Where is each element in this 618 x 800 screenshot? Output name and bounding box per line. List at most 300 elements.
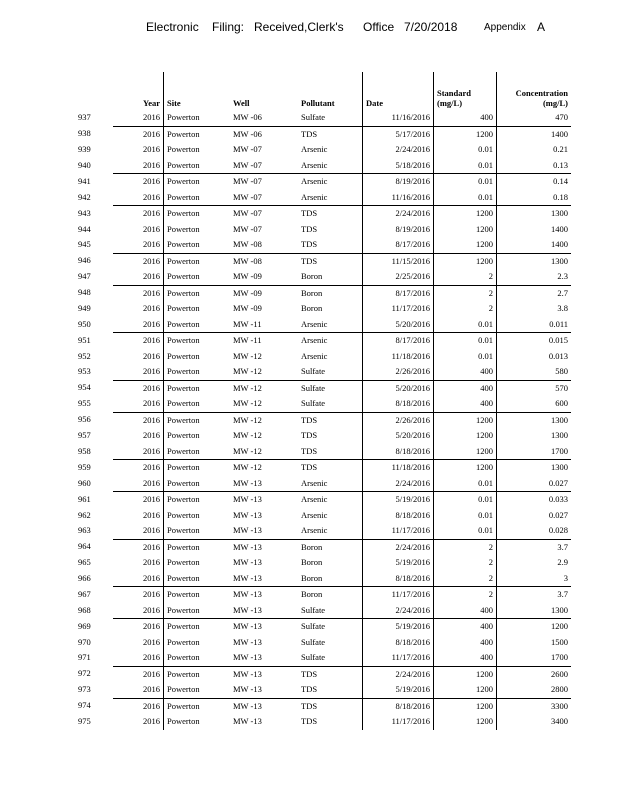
table-row — [75, 603, 571, 619]
cell-site: Powerton — [164, 698, 231, 714]
cell-pollutant: Sulfate — [298, 635, 363, 651]
cell-site: Powerton — [167, 303, 200, 313]
cell-pollutant: TDS — [298, 126, 363, 142]
cell-well: MW -13 — [233, 572, 262, 583]
cell-standard: 400 — [434, 380, 497, 396]
cell-row-number: 945 — [78, 239, 91, 250]
cell-site: Powerton — [164, 587, 231, 603]
table-row — [75, 380, 571, 396]
cell-pollutant: Sulfate — [298, 396, 363, 412]
cell-standard: 400 — [434, 110, 497, 126]
cell-standard: 1200 — [434, 428, 497, 444]
cell-site: Powerton — [167, 159, 200, 170]
cell-concentration: 580 — [555, 366, 568, 376]
cell-well: MW -07 — [233, 144, 262, 154]
cell-date: 5/18/2016 — [363, 158, 434, 174]
cell-year: 2016 — [113, 460, 164, 476]
cell-pollutant: TDS — [298, 714, 363, 730]
cell-pollutant: Arsenic — [298, 158, 363, 174]
cell-site: Powerton — [164, 380, 231, 396]
cell-date: 8/17/2016 — [363, 333, 434, 349]
col-header-concentration: Concentration (mg/L) — [515, 88, 568, 108]
table-row — [75, 158, 571, 174]
cell-standard: 400 — [434, 364, 497, 380]
col-header-site: Site — [167, 98, 181, 108]
cell-row-number: 964 — [78, 541, 91, 552]
cell-site: Powerton — [164, 539, 231, 555]
cell-standard: 0.01 — [434, 317, 497, 333]
cell-site: Powerton — [164, 412, 231, 428]
cell-site: Powerton — [164, 460, 231, 476]
table-row — [75, 635, 571, 651]
table-row — [75, 222, 571, 238]
cell-concentration: 1700 — [551, 652, 568, 662]
cell-well: MW -07 — [233, 223, 262, 234]
cell-well: MW -13 — [230, 492, 298, 508]
cell-date: 11/17/2016 — [363, 650, 434, 666]
col-header-well: Well — [233, 98, 250, 108]
cell-site: Powerton — [167, 636, 200, 647]
cell-row-number: 974 — [78, 700, 91, 711]
cell-date: 2/24/2016 — [363, 603, 434, 619]
cell-year: 2016 — [113, 508, 164, 524]
cell-row-number: 948 — [78, 287, 91, 298]
cell-row-number: 942 — [78, 191, 91, 202]
cell-well: MW -09 — [233, 271, 262, 281]
cell-date: 11/17/2016 — [363, 714, 434, 730]
header-received: Received,Clerk's — [254, 20, 344, 34]
cell-date: 8/18/2016 — [363, 635, 434, 651]
cell-pollutant: Arsenic — [298, 333, 363, 349]
cell-concentration: 0.015 — [497, 333, 572, 349]
data-table — [75, 72, 571, 730]
cell-concentration: 1700 — [551, 445, 568, 456]
cell-year: 2016 — [113, 317, 164, 333]
cell-row-number: 960 — [78, 477, 91, 488]
cell-date: 8/18/2016 — [363, 571, 434, 587]
cell-year: 2016 — [113, 555, 164, 571]
cell-site: Powerton — [167, 684, 200, 694]
cell-concentration: 1300 — [497, 460, 572, 476]
cell-year: 2016 — [113, 237, 164, 253]
cell-well: MW -13 — [230, 666, 298, 682]
cell-row-number: 956 — [78, 414, 91, 425]
cell-year: 2016 — [113, 666, 164, 682]
cell-year: 2016 — [113, 587, 164, 603]
cell-year: 2016 — [113, 285, 164, 301]
cell-year: 2016 — [113, 110, 164, 126]
cell-year: 2016 — [113, 301, 164, 317]
cell-year: 2016 — [113, 714, 164, 730]
cell-year: 2016 — [113, 253, 164, 269]
table-row — [75, 253, 571, 269]
cell-row-number: 952 — [78, 350, 91, 361]
cell-concentration: 1400 — [497, 126, 572, 142]
cell-row-number: 958 — [78, 445, 91, 456]
cell-well: MW -13 — [233, 509, 262, 520]
cell-well: MW -12 — [233, 350, 262, 361]
cell-well: MW -13 — [230, 619, 298, 635]
cell-pollutant: TDS — [298, 253, 363, 269]
cell-site: Powerton — [167, 525, 200, 535]
cell-standard: 1200 — [434, 666, 497, 682]
cell-standard: 0.01 — [434, 158, 497, 174]
cell-year: 2016 — [113, 349, 164, 365]
col-header-year: Year — [113, 72, 164, 110]
cell-date: 11/16/2016 — [363, 110, 434, 126]
table-row — [75, 174, 571, 190]
cell-pollutant: Boron — [298, 269, 363, 285]
table-row — [75, 619, 571, 635]
col-header-date: Date — [363, 72, 434, 110]
cell-pollutant: Sulfate — [298, 603, 363, 619]
cell-year: 2016 — [113, 380, 164, 396]
cell-pollutant: TDS — [298, 412, 363, 428]
cell-well: MW -07 — [230, 206, 298, 222]
cell-well: MW -13 — [230, 539, 298, 555]
cell-concentration: 1500 — [551, 636, 568, 647]
cell-concentration: 3.7 — [497, 587, 572, 603]
cell-date: 2/25/2016 — [363, 269, 434, 285]
cell-row-number: 955 — [78, 398, 91, 409]
col-header-no — [75, 72, 113, 110]
cell-row-number: 954 — [78, 382, 91, 393]
cell-well: MW -09 — [230, 285, 298, 301]
cell-standard: 0.01 — [434, 349, 497, 365]
filing-header — [0, 20, 618, 38]
col-header-standard: Standard (mg/L) — [434, 72, 497, 110]
cell-pollutant: TDS — [298, 682, 363, 698]
table-row — [75, 523, 571, 539]
cell-standard: 2 — [434, 285, 497, 301]
cell-pollutant: TDS — [298, 460, 363, 476]
cell-well: MW -12 — [230, 380, 298, 396]
cell-date: 5/19/2016 — [363, 619, 434, 635]
cell-year: 2016 — [113, 126, 164, 142]
cell-standard: 1200 — [434, 126, 497, 142]
cell-concentration: 0.21 — [553, 144, 568, 154]
header-date: 7/20/2018 — [404, 20, 458, 34]
table-row — [75, 396, 571, 412]
cell-site: Powerton — [167, 350, 200, 361]
cell-date: 5/20/2016 — [363, 380, 434, 396]
cell-concentration: 3.8 — [557, 303, 568, 313]
cell-pollutant: Boron — [298, 571, 363, 587]
cell-well: MW -13 — [233, 557, 262, 567]
cell-standard: 400 — [434, 603, 497, 619]
table-row — [75, 301, 571, 317]
cell-date: 8/18/2016 — [363, 396, 434, 412]
cell-well: MW -08 — [230, 253, 298, 269]
cell-pollutant: Sulfate — [298, 619, 363, 635]
header-electronic: Electronic — [146, 20, 199, 34]
cell-date: 8/18/2016 — [363, 444, 434, 460]
cell-row-number: 944 — [78, 223, 91, 234]
cell-concentration: 1400 — [551, 223, 568, 234]
cell-pollutant: Arsenic — [298, 174, 363, 190]
table-row — [75, 349, 571, 365]
cell-site: Powerton — [167, 557, 200, 567]
cell-row-number: 957 — [78, 430, 91, 440]
cell-date: 2/26/2016 — [363, 364, 434, 380]
cell-year: 2016 — [113, 222, 164, 238]
cell-date: 5/20/2016 — [363, 317, 434, 333]
cell-date: 8/18/2016 — [363, 508, 434, 524]
table-row — [75, 508, 571, 524]
cell-row-number: 943 — [78, 207, 91, 218]
cell-standard: 0.01 — [434, 523, 497, 539]
cell-standard: 1200 — [434, 222, 497, 238]
table-row — [75, 412, 571, 428]
table-row — [75, 428, 571, 444]
cell-concentration: 1300 — [497, 412, 572, 428]
cell-row-number: 949 — [78, 303, 91, 313]
cell-row-number: 946 — [78, 255, 91, 266]
cell-concentration: 1300 — [497, 253, 572, 269]
cell-row-number: 953 — [78, 366, 91, 377]
cell-year: 2016 — [113, 206, 164, 222]
cell-well: MW -12 — [230, 412, 298, 428]
cell-row-number: 939 — [78, 144, 91, 154]
cell-year: 2016 — [113, 364, 164, 380]
cell-pollutant: Arsenic — [298, 523, 363, 539]
cell-site: Powerton — [164, 285, 231, 301]
cell-row-number: 968 — [78, 604, 91, 615]
cell-pollutant: TDS — [298, 666, 363, 682]
cell-row-number: 941 — [78, 175, 91, 186]
cell-standard: 0.01 — [434, 142, 497, 158]
cell-year: 2016 — [113, 603, 164, 619]
cell-site: Powerton — [167, 509, 200, 520]
cell-date: 8/19/2016 — [363, 174, 434, 190]
cell-standard: 400 — [434, 635, 497, 651]
cell-standard: 2 — [434, 539, 497, 555]
cell-site: Powerton — [167, 223, 200, 234]
cell-well: MW -12 — [233, 366, 262, 376]
cell-site: Powerton — [167, 239, 200, 249]
cell-row-number: 973 — [78, 684, 91, 695]
cell-date: 5/20/2016 — [363, 428, 434, 444]
cell-date: 2/24/2016 — [363, 142, 434, 158]
cell-concentration: 1300 — [551, 430, 568, 440]
table-row — [75, 460, 571, 476]
cell-standard: 1200 — [434, 682, 497, 698]
cell-standard: 1200 — [434, 714, 497, 730]
header-filing: Filing: — [212, 20, 245, 34]
cell-date: 2/24/2016 — [363, 539, 434, 555]
cell-site: Powerton — [164, 206, 231, 222]
cell-well: MW -13 — [233, 525, 262, 535]
cell-well: MW -13 — [233, 716, 262, 726]
cell-row-number: 972 — [78, 668, 91, 679]
table-row — [75, 492, 571, 508]
cell-site: Powerton — [164, 253, 231, 269]
cell-standard: 1200 — [434, 444, 497, 460]
cell-year: 2016 — [113, 698, 164, 714]
cell-date: 8/17/2016 — [363, 285, 434, 301]
cell-pollutant: Arsenic — [298, 190, 363, 206]
cell-pollutant: Arsenic — [298, 349, 363, 365]
cell-pollutant: Boron — [298, 555, 363, 571]
cell-site: Powerton — [164, 333, 231, 349]
cell-standard: 0.01 — [434, 190, 497, 206]
cell-date: 2/24/2016 — [363, 206, 434, 222]
col-header-pollutant: Pollutant — [298, 72, 363, 110]
cell-concentration: 0.011 — [549, 318, 568, 329]
cell-year: 2016 — [113, 158, 164, 174]
cell-site: Powerton — [164, 126, 231, 142]
cell-row-number: 970 — [78, 636, 91, 647]
cell-standard: 2 — [434, 301, 497, 317]
cell-site: Powerton — [167, 572, 200, 583]
cell-well: MW -06 — [230, 126, 298, 142]
cell-concentration: 0.13 — [553, 159, 568, 170]
cell-site: Powerton — [167, 191, 200, 202]
cell-date: 11/16/2016 — [363, 190, 434, 206]
table-row — [75, 317, 571, 333]
table-body — [75, 110, 571, 730]
cell-pollutant: TDS — [298, 428, 363, 444]
cell-site: Powerton — [164, 174, 231, 190]
table-row — [75, 206, 571, 222]
cell-row-number: 962 — [78, 509, 91, 520]
cell-concentration: 3 — [563, 572, 568, 583]
table-row — [75, 539, 571, 555]
cell-well: MW -12 — [230, 460, 298, 476]
cell-pollutant: Sulfate — [298, 650, 363, 666]
cell-site: Powerton — [164, 619, 231, 635]
cell-concentration: 0.028 — [548, 525, 568, 535]
cell-row-number: 966 — [78, 572, 91, 583]
cell-concentration: 0.14 — [497, 174, 572, 190]
cell-concentration: 570 — [497, 380, 572, 396]
cell-site: Powerton — [164, 666, 231, 682]
cell-standard: 2 — [434, 587, 497, 603]
cell-standard: 2 — [434, 571, 497, 587]
cell-standard: 1200 — [434, 698, 497, 714]
cell-concentration: 1400 — [551, 239, 568, 249]
cell-site: Powerton — [167, 604, 200, 615]
cell-year: 2016 — [113, 635, 164, 651]
cell-pollutant: Arsenic — [298, 508, 363, 524]
cell-concentration: 0.027 — [548, 477, 568, 488]
cell-year: 2016 — [113, 174, 164, 190]
cell-well: MW -09 — [233, 303, 262, 313]
cell-date: 11/17/2016 — [363, 587, 434, 603]
cell-site: Powerton — [167, 112, 200, 122]
cell-date: 5/19/2016 — [363, 555, 434, 571]
cell-standard: 1200 — [434, 237, 497, 253]
cell-concentration: 2.3 — [557, 271, 568, 281]
cell-site: Powerton — [167, 398, 200, 408]
cell-standard: 1200 — [434, 460, 497, 476]
table-row — [75, 682, 571, 698]
table-row — [75, 476, 571, 492]
header-appendix-letter: A — [537, 20, 546, 34]
cell-year: 2016 — [113, 142, 164, 158]
cell-well: MW -13 — [233, 652, 262, 662]
cell-date: 11/17/2016 — [363, 523, 434, 539]
cell-site: Powerton — [164, 492, 231, 508]
cell-concentration: 600 — [555, 398, 568, 408]
cell-year: 2016 — [113, 650, 164, 666]
cell-pollutant: Boron — [298, 587, 363, 603]
cell-pollutant: Sulfate — [298, 380, 363, 396]
cell-pollutant: TDS — [298, 237, 363, 253]
cell-well: MW -11 — [233, 318, 262, 329]
cell-pollutant: Arsenic — [298, 476, 363, 492]
table-row — [75, 587, 571, 603]
cell-date: 8/19/2016 — [363, 222, 434, 238]
cell-well: MW -08 — [233, 239, 262, 249]
cell-pollutant: Arsenic — [298, 492, 363, 508]
cell-date: 11/17/2016 — [363, 301, 434, 317]
cell-year: 2016 — [113, 190, 164, 206]
cell-well: MW -06 — [233, 112, 262, 122]
cell-year: 2016 — [113, 492, 164, 508]
cell-concentration: 3300 — [497, 698, 572, 714]
cell-concentration: 2.7 — [497, 285, 572, 301]
cell-year: 2016 — [113, 333, 164, 349]
table-row — [75, 650, 571, 666]
cell-site: Powerton — [167, 144, 200, 154]
cell-site: Powerton — [167, 716, 200, 726]
cell-concentration: 1300 — [551, 604, 568, 615]
table-row — [75, 190, 571, 206]
cell-site: Powerton — [167, 366, 200, 376]
table-row — [75, 142, 571, 158]
table-row — [75, 666, 571, 682]
cell-standard: 1200 — [434, 412, 497, 428]
cell-row-number: 971 — [78, 652, 91, 663]
table-row — [75, 444, 571, 460]
header-office: Office — [363, 20, 395, 34]
cell-standard: 1200 — [434, 206, 497, 222]
cell-standard: 0.01 — [434, 492, 497, 508]
cell-standard: 400 — [434, 619, 497, 635]
cell-pollutant: Arsenic — [298, 142, 363, 158]
cell-site: Powerton — [167, 430, 200, 440]
cell-pollutant: Sulfate — [298, 110, 363, 126]
table-row — [75, 333, 571, 349]
cell-standard: 2 — [434, 269, 497, 285]
table-row — [75, 237, 571, 253]
cell-standard: 400 — [434, 650, 497, 666]
cell-well: MW -13 — [233, 636, 262, 647]
cell-pollutant: TDS — [298, 698, 363, 714]
table-row — [75, 555, 571, 571]
cell-date: 5/19/2016 — [363, 492, 434, 508]
cell-standard: 1200 — [434, 253, 497, 269]
cell-date: 5/17/2016 — [363, 126, 434, 142]
cell-pollutant: Boron — [298, 285, 363, 301]
cell-standard: 0.01 — [434, 174, 497, 190]
cell-site: Powerton — [167, 318, 200, 329]
cell-row-number: 963 — [78, 525, 91, 536]
cell-well: MW -12 — [233, 430, 262, 440]
cell-standard: 0.01 — [434, 333, 497, 349]
cell-row-number: 975 — [78, 716, 91, 726]
table-row — [75, 698, 571, 714]
cell-year: 2016 — [113, 444, 164, 460]
table-header-row — [75, 72, 571, 110]
cell-concentration: 0.033 — [497, 492, 572, 508]
cell-concentration: 1200 — [497, 619, 572, 635]
cell-well: MW -13 — [230, 587, 298, 603]
cell-row-number: 969 — [78, 620, 91, 631]
cell-date: 8/17/2016 — [363, 237, 434, 253]
cell-well: MW -13 — [230, 698, 298, 714]
